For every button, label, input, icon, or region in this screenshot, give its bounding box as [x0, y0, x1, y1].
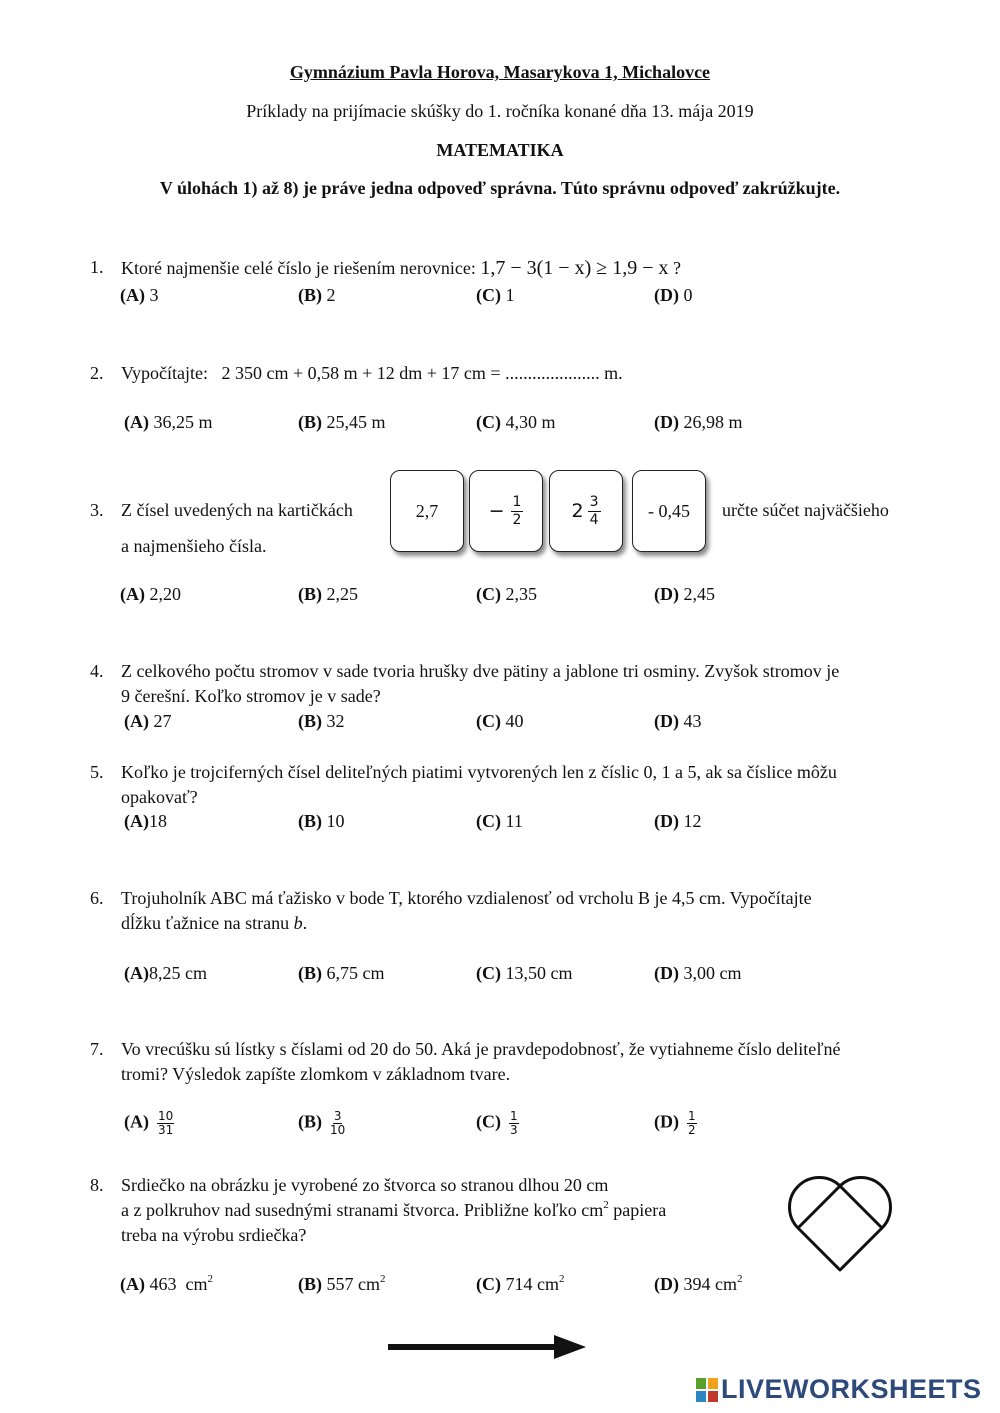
liveworksheets-brand: LIVEWORKSHEETS [721, 1374, 982, 1404]
q6-option-c[interactable]: (C) 13,50 cm [476, 963, 573, 983]
q6-text-line1: Trojuholník ABC má ťažisko v bode T, ktorého vzdialenosť od vrcholu B je 4,5 cm. Vypočítajte [121, 888, 812, 908]
subject-title: MATEMATIKA [436, 140, 564, 160]
q7-option-b[interactable]: (B) $\frac{3}{10}$ [298, 1109, 346, 1137]
number-card-3: 2 3 4 [549, 470, 623, 552]
q6-option-d[interactable]: (D) 3,00 cm [654, 963, 742, 983]
q8-text-line3: treba na výrobu srdiečka? [121, 1225, 307, 1245]
heart-square-edges [798, 1186, 882, 1228]
q8-option-b[interactable]: (B) 557 $cm^2$ [298, 1273, 386, 1294]
heart-outline [790, 1178, 891, 1270]
heart-figure [778, 1166, 902, 1274]
liveworksheets-logo-icon [696, 1378, 718, 1402]
q8-text-line2: a z polkruhov nad susednými stranami štvorca. Približne koľko $cm^2$ papiera [121, 1199, 667, 1220]
q8-text-line1: Srdiečko na obrázku je vyrobené zo štvorca so stranou dlhou 20 cm [121, 1175, 609, 1195]
q1-formula: 1,7 − 3(1 − x) ≥ 1,9 − x [480, 257, 669, 279]
q5-text-line2: opakovať? [121, 787, 198, 807]
q3-text-line1: Z čísel uvedených na kartičkách [121, 500, 353, 520]
q5-text-line1: Koľko je trojciferných čísel deliteľných piatimi vytvorených len z číslic 0, 1 a 5, ak sa číslice môžu [121, 762, 837, 782]
q4-option-b[interactable]: (B) 32 [298, 711, 345, 731]
q6-number: 6. [90, 888, 104, 908]
q3-option-a[interactable]: (A) 2,20 [120, 584, 181, 604]
instruction: V úlohách 1) až 8) je práve jedna odpoveď správna. Túto správnu odpoveď zakrúžkujte. [159, 178, 841, 198]
next-page-arrow-icon[interactable] [388, 1333, 588, 1361]
q5-option-c[interactable]: (C) 11 [476, 811, 523, 831]
q7-option-a[interactable]: (A) $\frac{10}{31}$ [124, 1109, 174, 1137]
q2-number: 2. [90, 363, 104, 383]
q2-option-b[interactable]: (B) 25,45 m [298, 412, 386, 432]
q3-option-d[interactable]: (D) 2,45 [654, 584, 715, 604]
q4-text-line1: Z celkového počtu stromov v sade tvoria hrušky dve pätiny a jablone tri osminy. Zvyšok stromov je [121, 661, 840, 681]
q5-option-d[interactable]: (D) 12 [654, 811, 702, 831]
number-card-1: 2,7 [390, 470, 464, 552]
q6-option-b[interactable]: (B) 6,75 cm [298, 963, 385, 983]
q4-text-line2: 9 čerešní. Koľko stromov je v sade? [121, 686, 381, 706]
q5-option-b[interactable]: (B) 10 [298, 811, 345, 831]
q1-option-c[interactable]: (C) 1 [476, 285, 515, 305]
exam-subtitle: Príklady na prijímacie skúšky do 1. ročníka konané dňa 13. mája 2019 [246, 101, 754, 121]
q3-number: 3. [90, 500, 104, 520]
q7-text-line1: Vo vrecúšku sú lístky s číslami od 20 do 50. Aká je pravdepodobnosť, že vytiahneme číslo deliteľné [121, 1039, 841, 1059]
q1-number: 1. [90, 257, 104, 277]
school-title: Gymnázium Pavla Horova, Masarykova 1, Michalovce [289, 62, 711, 82]
q2-option-d[interactable]: (D) 26,98 m [654, 412, 743, 432]
q8-number: 8. [90, 1175, 104, 1195]
q8-option-c[interactable]: (C) 714 $cm^2$ [476, 1273, 565, 1294]
q2-option-a[interactable]: (A) 36,25 m [124, 412, 213, 432]
number-card-2: − $\frac{1}{2}$ [469, 470, 543, 552]
q7-number: 7. [90, 1039, 104, 1059]
q4-option-d[interactable]: (D) 43 [654, 711, 702, 731]
q4-number: 4. [90, 661, 104, 681]
q6-option-a[interactable]: (A)8,25 cm [124, 963, 207, 983]
q4-option-a[interactable]: (A) 27 [124, 711, 172, 731]
q8-option-d[interactable]: (D) 394 $cm^2$ [654, 1273, 743, 1294]
q7-option-c[interactable]: (C) $\frac{1}{3}$ [476, 1109, 518, 1137]
q8-option-a[interactable]: (A) 463 $cm^2$ [120, 1273, 213, 1294]
q6-text-line2: dĺžku ťažnice na stranu b. [121, 913, 308, 933]
q4-option-c[interactable]: (C) 40 [476, 711, 524, 731]
q3-option-b[interactable]: (B) 2,25 [298, 584, 358, 604]
q1-option-a[interactable]: (A) 3 [120, 285, 159, 305]
q1-text: Ktoré najmenšie celé číslo je riešením nerovnice: 1,7 − 3(1 − x) ≥ 1,9 − x ? [121, 257, 681, 279]
q2-option-c[interactable]: (C) 4,30 m [476, 412, 556, 432]
q1-option-b[interactable]: (B) 2 [298, 285, 336, 305]
q3-option-c[interactable]: (C) 2,35 [476, 584, 537, 604]
q3-text-line2: a najmenšieho čísla. [121, 536, 267, 556]
q7-text-line2: tromi? Výsledok zapíšte zlomkom v základnom tvare. [121, 1064, 511, 1084]
q3-text-line1-end: určte súčet najväčšieho [722, 500, 889, 520]
q7-option-d[interactable]: (D) $\frac{1}{2}$ [654, 1109, 696, 1137]
q1-option-d[interactable]: (D) 0 [654, 285, 693, 305]
number-card-4: - 0,45 [632, 470, 706, 552]
q5-number: 5. [90, 762, 104, 782]
q5-option-a[interactable]: (A)18 [124, 811, 167, 831]
q2-text: Vypočítajte: 2 350 cm + 0,58 m + 12 dm + 17 cm = ..................... m. [121, 363, 623, 383]
